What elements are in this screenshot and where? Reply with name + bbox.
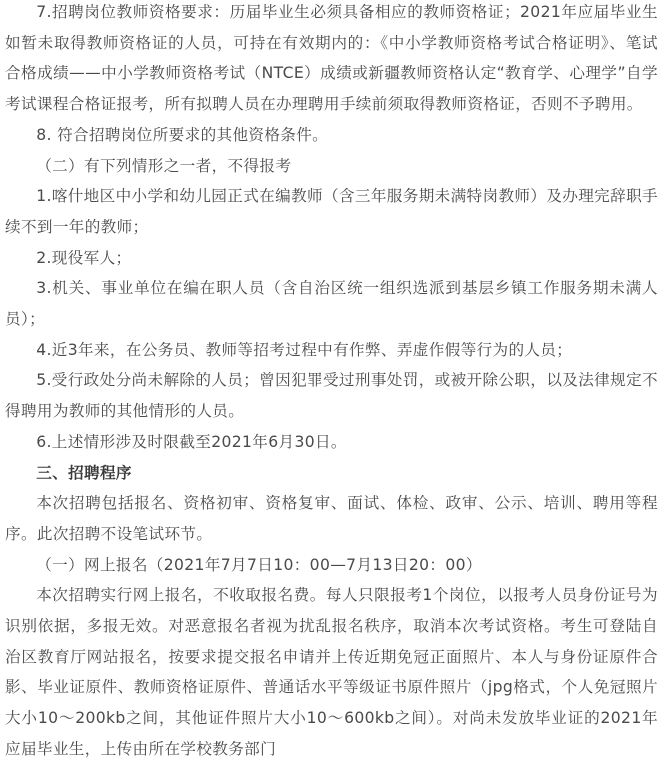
paragraph-exclusion-2: 2.现役军人； (36, 248, 132, 267)
paragraph-exclusion-4: 4.近3年来，在公务员、教师等招考过程中有作弊、弄虚作假等行为的人员； (36, 340, 573, 359)
paragraph-exclusion-6: 6.上述情形涉及时限截至2021年6月30日。 (36, 432, 347, 451)
paragraph-procedure-overview: 本次招聘包括报名、资格初审、资格复审、面试、体检、政审、公示、培训、聘用等程序。此次招聘不设笔试环节。 (5, 494, 658, 543)
paragraph-online-registration-heading: （一）网上报名（2021年7月7日10：00—7月13日20：00） (36, 555, 482, 574)
paragraph-exclusion-intro: （二）有下列情形之一者，不得报考 (36, 156, 292, 175)
paragraph-teacher-qualification: 7.招聘岗位教师资格要求：历届毕业生必须具备相应的教师资格证；2021年应届毕业生如暂未取得教师资格证的人员，可持在有效期内的：《中小学教师资格考试合格证明》、笔试合格成绩——中小学教师资格考试（NTCE）成绩或新疆教师资格认定“教育学、心理学”自学考试课程合格证报考，所有拟聘人员在办理聘用手续前须取得教师资格证，否则不予聘用。 (5, 3, 658, 114)
paragraph-other-conditions: 8. 符合招聘岗位所要求的其他资格条件。 (36, 125, 329, 144)
paragraph-exclusion-5: 5.受行政处分尚未解除的人员；曾因犯罪受过刑事处罚，或被开除公职，以及法律规定不得聘用为教师的其他情形的人员。 (5, 371, 658, 421)
paragraph-exclusion-3: 3.机关、事业单位在编在职人员（含自治区统一组织选派到基层乡镇工作服务期未满人员）； (5, 279, 658, 329)
section-heading-recruitment-procedure: 三、招聘程序 (36, 463, 132, 482)
paragraph-online-registration-details: 本次招聘实行网上报名，不收取报名费。每人只限报考1个岗位，以报考人员身份证号为识别依据，多报无效。对恶意报名者视为扰乱报名秩序，取消本次考试资格。考生可登陆自治区教育厅网站报名，按要求提交报名申请并上传近期免冠正面照片、本人与身份证原件合影、毕业证原件、教师资格证原件、普通话水平等级证书原件照片（jpg格式，个人免冠照片大小10～200kb之间，其他证件照片大小10～600kb之间）。对尚未发放毕业证的2021年应届毕业生，上传由所在学校教务部门 (5, 586, 658, 758)
paragraph-exclusion-1: 1.喀什地区中小学和幼儿园正式在编教师（含三年服务期未满特岗教师）及办理完辞职手续不到一年的教师； (5, 187, 658, 236)
